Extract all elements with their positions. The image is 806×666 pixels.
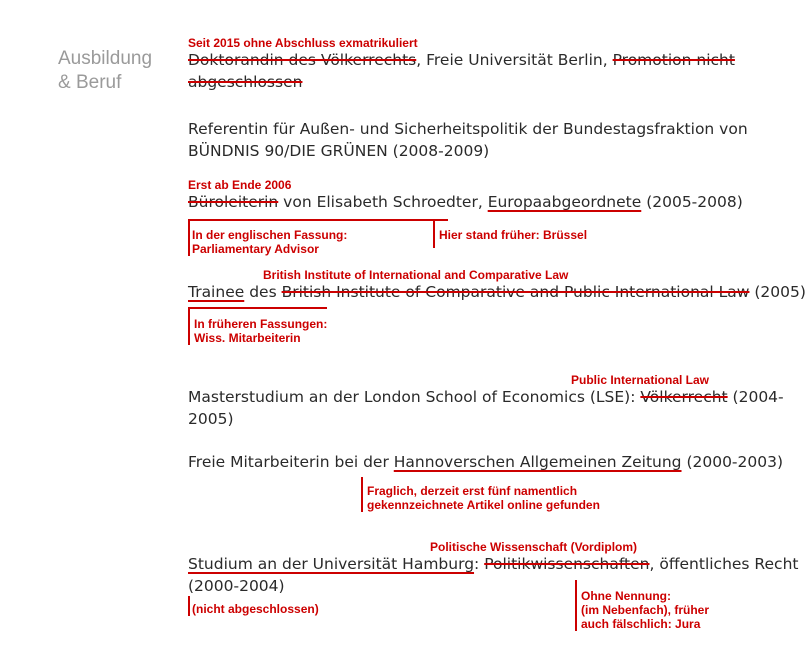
entry5-line2: 2005) — [188, 410, 234, 428]
entry7-note-right-3: auch fälschlich: Jura — [581, 617, 701, 631]
entry2-line1: Referentin für Außen- und Sicherheitspolitik der Bundestagsfraktion von — [188, 120, 748, 138]
entry1-struck-a: Doktorandin des Völkerrechts — [188, 51, 417, 69]
entry4-end: (2005) — [749, 283, 806, 301]
entry4-line — [188, 281, 806, 303]
entry6-note — [361, 477, 600, 512]
entry3-note-right: Hier stand früher: Brüssel — [433, 219, 587, 248]
entry4-mid: des — [244, 283, 282, 301]
entry5-start: Masterstudium an der London School of Economics (LSE): — [188, 388, 641, 406]
entry5-end: (2004- — [727, 388, 784, 406]
entry7-note-right — [575, 580, 709, 631]
entry1-mid: , Freie Universität Berlin, — [416, 51, 613, 69]
entry1-line2 — [188, 71, 302, 93]
entry6-start: Freie Mitarbeiterin bei der — [188, 453, 394, 471]
entry3-end: (2005-2008) — [641, 193, 743, 211]
entry6-underlined: Hannoverschen Allgemeinen Zeitung — [393, 453, 682, 471]
entry7-note-right-2: (im Nebenfach), früher — [581, 603, 710, 617]
entry6-note-1: Fraglich, derzeit erst fünf namentlich — [367, 484, 578, 498]
entry7-underlined: Studium an der Universität Hamburg — [188, 555, 475, 573]
section-title-line2: & Beruf — [58, 72, 122, 93]
section-title — [58, 47, 152, 95]
entry4-note-2: Wiss. Mitarbeiterin — [194, 331, 301, 345]
entry2-line2: BÜNDNIS 90/DIE GRÜNEN (2008-2009) — [188, 142, 490, 160]
entry1-struck-b: Promotion nicht — [612, 51, 735, 69]
entry7-line2: (2000-2004) — [188, 577, 285, 595]
entry3-note-left-2: Parliamentary Advisor — [192, 242, 319, 256]
entry6-line — [188, 451, 783, 473]
entry6-note-2: gekennzeichnete Artikel online gefunden — [367, 498, 600, 512]
entry1-line1 — [188, 49, 735, 71]
entry7-line1 — [188, 553, 798, 575]
entry4-underlined: Trainee — [188, 283, 245, 301]
entry7-struck: Politikwissenschaften — [484, 555, 650, 573]
entry5-struck: Völkerrecht — [640, 388, 728, 406]
entry7-colon: : — [474, 555, 485, 573]
section-title-line1: Ausbildung — [58, 48, 153, 69]
entry6-end: (2000-2003) — [681, 453, 784, 471]
entry3-note-left — [188, 219, 347, 256]
entry3-struck: Büroleiterin — [188, 193, 279, 211]
entry3-mid: von Elisabeth Schroedter, — [278, 193, 488, 211]
entry3-note-left-1: In der englischen Fassung: — [192, 228, 348, 242]
entry4-note-1: In früheren Fassungen: — [194, 317, 328, 331]
entry7-end: , öffentliches Recht — [649, 555, 799, 573]
entry3-underlined: Europaabgeordnete — [487, 193, 642, 211]
entry4-note — [188, 307, 327, 345]
entry1-annotation: Seit 2015 ohne Abschluss exmatrikuliert — [188, 36, 418, 50]
entry7-note-left: (nicht abgeschlossen) — [188, 596, 319, 616]
entry4-annotation: British Institute of International and Comparative Law — [263, 268, 569, 282]
entry5-annotation: Public International Law — [571, 373, 710, 387]
entry1-struck-c: abgeschlossen — [188, 73, 303, 91]
entry5-line1 — [188, 386, 784, 408]
entry7-note-right-1: Ohne Nennung: — [581, 589, 671, 603]
entry3-line — [188, 191, 743, 213]
entry4-struck: British Institute of Comparative and Public International Law — [281, 283, 750, 301]
entry7-annotation: Politische Wissenschaft (Vordiplom) — [430, 540, 638, 554]
entry3-annotation: Erst ab Ende 2006 — [188, 178, 292, 192]
